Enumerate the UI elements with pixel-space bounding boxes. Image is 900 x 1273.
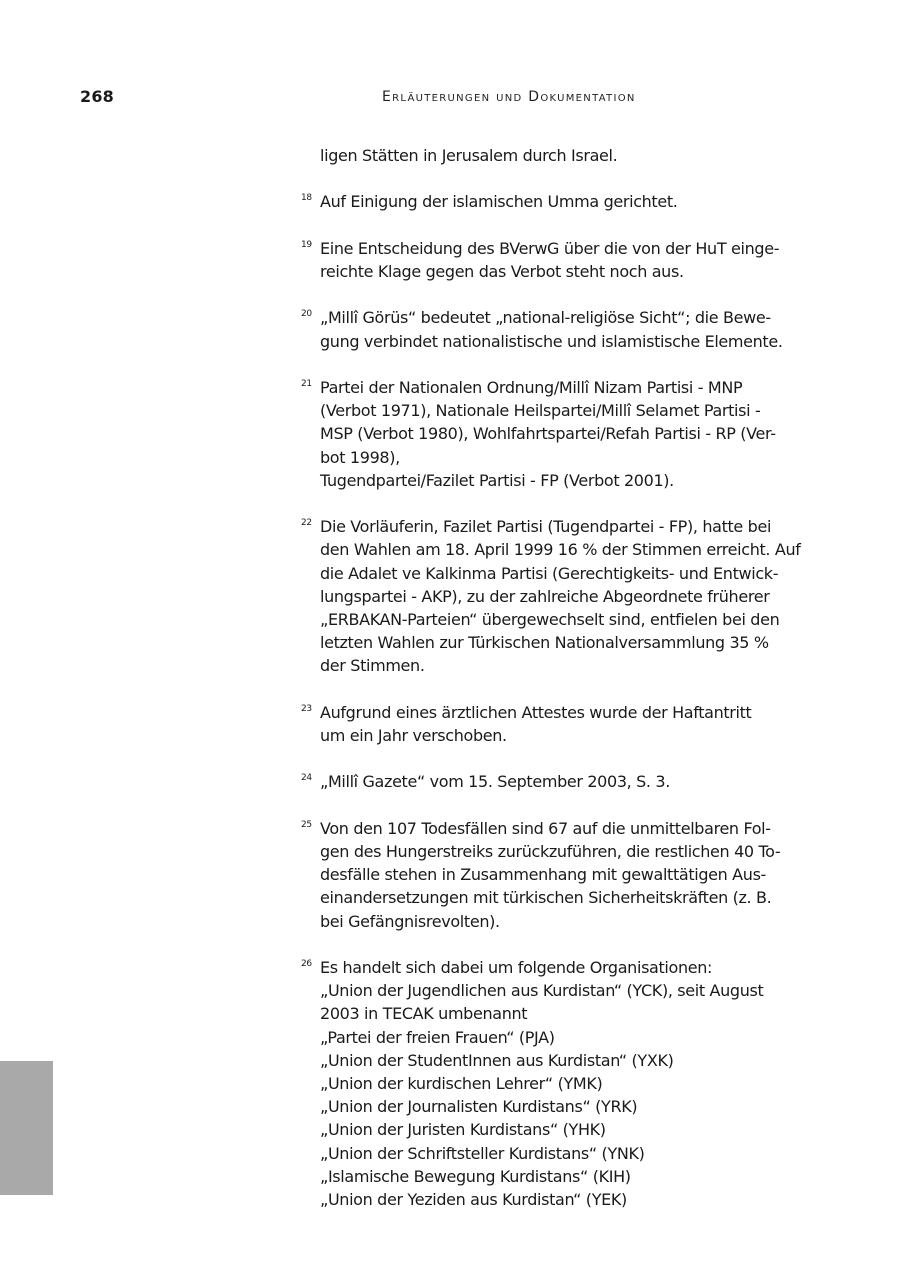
footnote-line: „Union der Juristen Kurdistans“ (YHK) — [320, 1120, 606, 1140]
footnote-line: Partei der Nationalen Ordnung/Millî Nizam Partisi - MNP — [320, 377, 743, 397]
footnote-line: einandersetzungen mit türkischen Sicherheitskräften (z. B. — [320, 888, 772, 908]
footnote-line: (Verbot 1971), Nationale Heilspartei/Millî Selamet Partisi - — [320, 401, 761, 421]
footnote-line: desfälle stehen in Zusammenhang mit gewalttätigen Aus- — [320, 865, 766, 885]
footnote-line: Es handelt sich dabei um folgende Organisationen: — [320, 957, 713, 977]
footnote-number: 22 — [301, 518, 312, 529]
footnote-line: 2003 in TECAK umbenannt — [320, 1004, 528, 1024]
footnote-line: Von den 107 Todesfällen sind 67 auf die unmittelbaren Fol- — [320, 818, 771, 838]
footnote-line: „Union der Yeziden aus Kurdistan“ (YEK) — [320, 1190, 627, 1209]
footnote-line: Die Vorläuferin, Fazilet Partisi (Tugendpartei - FP), hatte bei — [320, 517, 772, 537]
footnote-line: Eine Entscheidung des BVerwG über die von der HuT einge- — [320, 238, 780, 258]
footnote — [301, 306, 820, 352]
footnote-line: bei Gefängnisrevolten). — [320, 911, 500, 931]
footnote-line: lungspartei - AKP), zu der zahlreiche Abgeordnete früherer — [320, 586, 770, 606]
footnotes-section — [301, 144, 820, 1234]
footnote-line: „Union der Journalisten Kurdistans“ (YRK) — [320, 1097, 638, 1117]
footnote-number: 20 — [301, 309, 312, 320]
footnote-line: bot 1998), — [320, 447, 400, 467]
running-header: Erläuterungen und Dokumentation — [382, 89, 636, 105]
thumb-index-tab — [0, 1061, 53, 1195]
footnote-line: Aufgrund eines ärztlichen Attestes wurde der Haftantritt — [320, 702, 752, 722]
footnote-line: der Stimmen. — [320, 656, 425, 676]
footnote-line: die Adalet ve Kalkinma Partisi (Gerechtigkeits- und Entwick- — [320, 563, 779, 583]
footnote-number: 25 — [301, 819, 312, 830]
footnote-number: 19 — [301, 239, 312, 250]
footnote-number: 18 — [301, 193, 312, 204]
footnote — [301, 190, 820, 213]
footnote-line: „Union der Jugendlichen aus Kurdistan“ (YCK), seit August — [320, 981, 764, 1001]
footnote-line: „Union der StudentInnen aus Kurdistan“ (YXK) — [320, 1050, 674, 1070]
footnote-line: reichte Klage gegen das Verbot steht noch aus. — [320, 261, 684, 281]
footnote — [301, 376, 820, 492]
footnote-number: 23 — [301, 703, 312, 714]
footnote-line: „Union der Schriftsteller Kurdistans“ (YNK) — [320, 1143, 645, 1163]
footnote — [301, 701, 820, 747]
footnote — [301, 817, 820, 933]
footnote-line: „Partei der freien Frauen“ (PJA) — [320, 1027, 555, 1047]
footnote-number: 24 — [301, 773, 312, 784]
footnote-line: „Islamische Bewegung Kurdistans“ (KIH) — [320, 1166, 631, 1186]
footnote-line: MSP (Verbot 1980), Wohlfahrtspartei/Refah Partisi - RP (Ver- — [320, 424, 776, 444]
footnote-line: „Union der kurdischen Lehrer“ (YMK) — [320, 1073, 603, 1093]
footnote-line: um ein Jahr verschoben. — [320, 725, 507, 745]
footnote-line: „Millî Gazete“ vom 15. September 2003, S. 3. — [320, 772, 670, 792]
footnote-line: „ERBAKAN-Parteien“ übergewechselt sind, entfielen bei den — [320, 609, 780, 629]
footnote-line: Auf Einigung der islamischen Umma gerichtet. — [320, 192, 678, 212]
footnote-line: ligen Stätten in Jerusalem durch Israel. — [320, 146, 618, 165]
footnote-number: 21 — [301, 378, 312, 389]
footnote-line: Tugendpartei/Fazilet Partisi - FP (Verbot 2001). — [320, 470, 674, 490]
footnote-line: gen des Hungerstreiks zurückzuführen, die restlichen 40 To- — [320, 841, 781, 861]
page-number: 268 — [80, 87, 114, 106]
footnote-line: den Wahlen am 18. April 1999 16 % der Stimmen erreicht. Auf — [320, 540, 801, 560]
footnote — [301, 956, 820, 1211]
footnote — [301, 515, 820, 677]
footnote — [301, 770, 820, 793]
footnote — [301, 237, 820, 283]
footnote-number: 26 — [301, 958, 312, 969]
footnote-line: gung verbindet nationalistische und islamistische Elemente. — [320, 331, 783, 351]
footnote-line: „Millî Görüs“ bedeutet „national-religiöse Sicht“; die Bewe- — [320, 308, 771, 328]
footnote — [320, 144, 820, 167]
footnote-line: letzten Wahlen zur Türkischen Nationalversammlung 35 % — [320, 633, 769, 653]
